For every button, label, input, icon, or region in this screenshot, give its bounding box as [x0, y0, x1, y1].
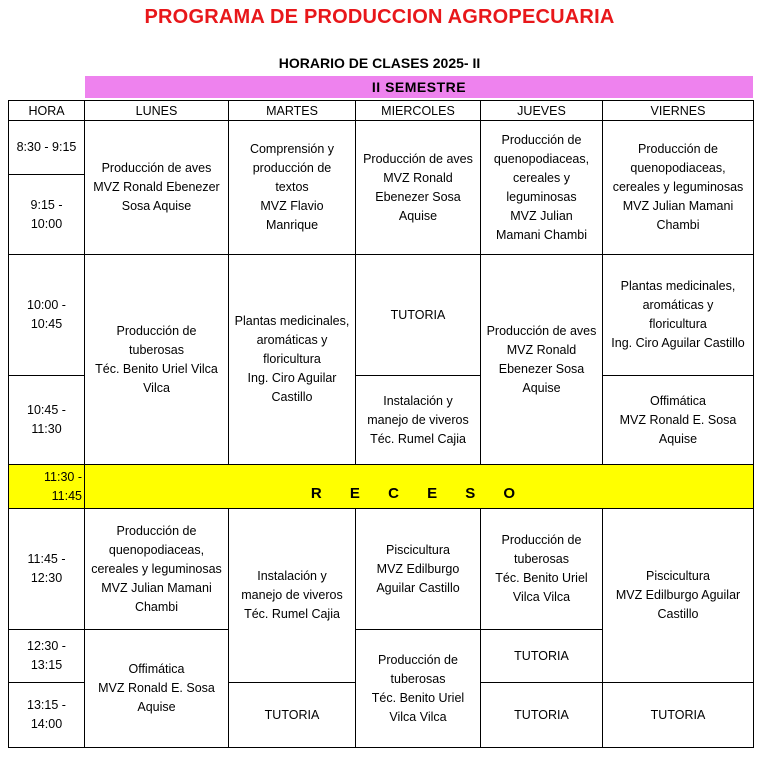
cell-text-line: Vilca Vilca — [512, 590, 571, 604]
time-slot — [9, 175, 85, 255]
cell-text-line: floricultura — [263, 352, 321, 366]
cell-text-line: MVZ Edilburgo — [376, 561, 460, 576]
class-cell-tutoria — [481, 683, 603, 748]
class-cell — [603, 376, 754, 465]
time-slot — [9, 683, 85, 748]
page-title: PROGRAMA DE PRODUCCION AGROPECUARIA — [144, 6, 615, 28]
cell-text-line: 14:00 — [30, 717, 63, 731]
cell-text-line: 13:15 - — [27, 698, 66, 712]
cell-text-line: Téc. Benito Uriel — [495, 571, 588, 585]
cell-text-line: 10:45 — [30, 317, 63, 331]
time-slot — [9, 509, 85, 630]
cell-text-line: MVZ Julian — [510, 208, 573, 223]
cell-text-line: Ebenezer Sosa — [498, 361, 585, 376]
cell-text-line: Téc. Benito Uriel — [371, 690, 465, 705]
class-cell-tutoria — [481, 630, 603, 683]
header-jueves: JUEVES — [481, 101, 603, 121]
header-martes: MARTES — [229, 101, 356, 121]
cell-text-line: 12:30 - — [27, 639, 66, 653]
cell-text-line: Aguilar Castillo — [376, 580, 460, 595]
cell-text-line: MVZ Ronald E. Sosa — [98, 681, 215, 695]
cell-text-line: textos — [275, 180, 309, 194]
time-slot: 8:30 - 9:15 — [9, 121, 85, 175]
class-cell — [603, 255, 754, 376]
cell-text-line: TUTORIA — [514, 648, 569, 663]
cell-text-line: tuberosas — [129, 342, 184, 357]
class-cell — [603, 509, 754, 683]
cell-text-line: Producción de — [638, 142, 718, 156]
cell-text-line: TUTORIA — [390, 307, 446, 322]
semester-band: II SEMESTRE — [85, 76, 753, 98]
cell-text-line: Ing. Ciro Aguilar Castillo — [611, 336, 745, 350]
cell-text-line: Piscicultura — [386, 542, 450, 557]
cell-text-line: cereales y leguminosas — [612, 180, 744, 194]
class-cell — [603, 121, 754, 255]
class-cell — [85, 630, 229, 748]
cell-text-line: producción de — [252, 161, 332, 175]
class-cell — [356, 376, 481, 465]
header-miercoles: MIERCOLES — [356, 101, 481, 121]
class-cell-tutoria — [356, 255, 481, 376]
class-cell — [85, 509, 229, 630]
cell-text-line: Castillo — [271, 390, 313, 404]
cell-text-line: Piscicultura — [646, 569, 710, 583]
cell-text-line: Producción de — [501, 132, 582, 147]
class-cell — [481, 121, 603, 255]
cell-text-line: Producción de — [501, 533, 582, 547]
cell-text-line: aromáticas y — [642, 298, 714, 312]
cell-text-line: Aquise — [658, 431, 698, 446]
cell-text-line: Chambi — [656, 218, 700, 232]
cell-text-line: MVZ Ronald — [506, 342, 577, 357]
cell-text-line: Castillo — [657, 607, 699, 621]
cell-text-line: Téc. Benito Uriel Vilca — [95, 361, 218, 376]
time-slot — [9, 255, 85, 376]
time-slot-receso — [9, 465, 85, 509]
class-cell — [229, 509, 356, 683]
cell-text-line: 10:00 - — [27, 298, 66, 312]
class-cell — [356, 630, 481, 748]
cell-text-line: Producción de — [116, 523, 197, 538]
cell-text-line: Plantas medicinales, — [620, 279, 736, 293]
cell-text-line: 10:45 - — [27, 403, 66, 417]
cell-text-line: MVZ Edilburgo Aguilar — [615, 588, 741, 602]
cell-text-line: Mamani Chambi — [495, 227, 587, 242]
cell-text-line: quenopodiaceas, — [493, 151, 590, 166]
cell-text-line: 11:45 - — [27, 552, 66, 566]
cell-text-line: Manrique — [265, 218, 319, 232]
cell-text-line: quenopodiaceas, — [108, 542, 205, 557]
cell-text-line: Chambi — [134, 599, 179, 614]
cell-text-line: Aquise — [137, 700, 176, 714]
cell-text-line: Instalación y — [383, 393, 453, 408]
cell-text-line: Producción de aves — [486, 323, 597, 338]
cell-text-line: Instalación y — [257, 569, 327, 583]
schedule-table — [8, 100, 754, 748]
cell-text-line: Producción de — [378, 652, 458, 667]
cell-text-line: aromáticas y — [256, 333, 328, 347]
cell-text-line: TUTORIA — [514, 707, 569, 722]
cell-text-line: Offimática — [128, 662, 185, 676]
cell-text-line: tuberosas — [514, 552, 569, 566]
cell-text-line: manejo de viveros — [367, 412, 469, 427]
time-slot — [9, 376, 85, 465]
cell-text-line: Ing. Ciro Aguilar — [247, 371, 337, 385]
cell-text-line: Aquise — [522, 380, 561, 395]
header-hora: HORA — [9, 101, 85, 121]
cell-text-line: MVZ Ronald — [383, 170, 453, 185]
cell-text-line: 10:00 — [30, 216, 63, 231]
class-cell-tutoria — [603, 683, 754, 748]
cell-text-line: quenopodiaceas, — [630, 161, 726, 175]
cell-text-line: cereales y — [513, 170, 570, 185]
schedule-subtitle: HORARIO DE CLASES 2025- II — [278, 55, 481, 71]
class-cell — [85, 255, 229, 465]
class-cell — [356, 509, 481, 630]
receso-label: R E C E S O — [85, 465, 754, 509]
cell-text-line: 11:30 - — [44, 469, 82, 484]
cell-text-line: 11:30 — [31, 422, 62, 436]
cell-text-line: Vilca Vilca — [389, 709, 447, 724]
class-cell — [229, 255, 356, 465]
cell-text-line: 9:15 - — [30, 197, 63, 212]
cell-text-line: floricultura — [649, 317, 707, 331]
cell-text-line: Plantas medicinales, — [234, 314, 350, 328]
class-cell-tutoria — [229, 683, 356, 748]
cell-text-line: TUTORIA — [264, 707, 320, 722]
class-cell — [356, 121, 481, 255]
cell-text-line: Vilca — [143, 380, 170, 395]
cell-text-line: MVZ Julian Mamani — [622, 199, 734, 213]
cell-text-line: Sosa Aquise — [121, 199, 192, 213]
cell-text-line: MVZ Julian Mamani — [101, 580, 212, 595]
cell-text-line: Ebenezer Sosa — [375, 189, 461, 204]
cell-text-line: 12:30 — [30, 571, 63, 585]
header-viernes: VIERNES — [603, 101, 754, 121]
cell-text-line: 13:15 — [30, 658, 63, 672]
header-lunes: LUNES — [85, 101, 229, 121]
class-cell — [229, 121, 356, 255]
cell-text-line: tuberosas — [390, 671, 446, 686]
cell-text-line: Téc. Rumel Cajia — [244, 607, 340, 621]
cell-text-line: MVZ Ronald E. Sosa — [619, 412, 737, 427]
cell-text-line: cereales y leguminosas — [91, 561, 222, 576]
cell-text-line: Producción de aves — [101, 161, 212, 175]
cell-text-line: Téc. Rumel Cajia — [370, 431, 466, 446]
cell-text-line: Aquise — [398, 208, 438, 223]
class-cell — [85, 121, 229, 255]
cell-text-line: MVZ Ronald Ebenezer — [93, 180, 220, 194]
cell-text-line: MVZ Flavio — [260, 199, 324, 213]
cell-text-line: Producción de — [116, 323, 197, 338]
cell-text-line: Producción de aves — [363, 151, 473, 166]
cell-text-line: 11:45 — [51, 488, 82, 503]
time-slot — [9, 630, 85, 683]
cell-text-line: Comprensión y — [249, 142, 335, 156]
class-cell — [481, 255, 603, 465]
class-cell — [481, 509, 603, 630]
cell-text-line: manejo de viveros — [241, 588, 343, 602]
cell-text-line: leguminosas — [506, 189, 577, 204]
cell-text-line: TUTORIA — [650, 707, 706, 722]
cell-text-line: Offimática — [649, 393, 707, 408]
